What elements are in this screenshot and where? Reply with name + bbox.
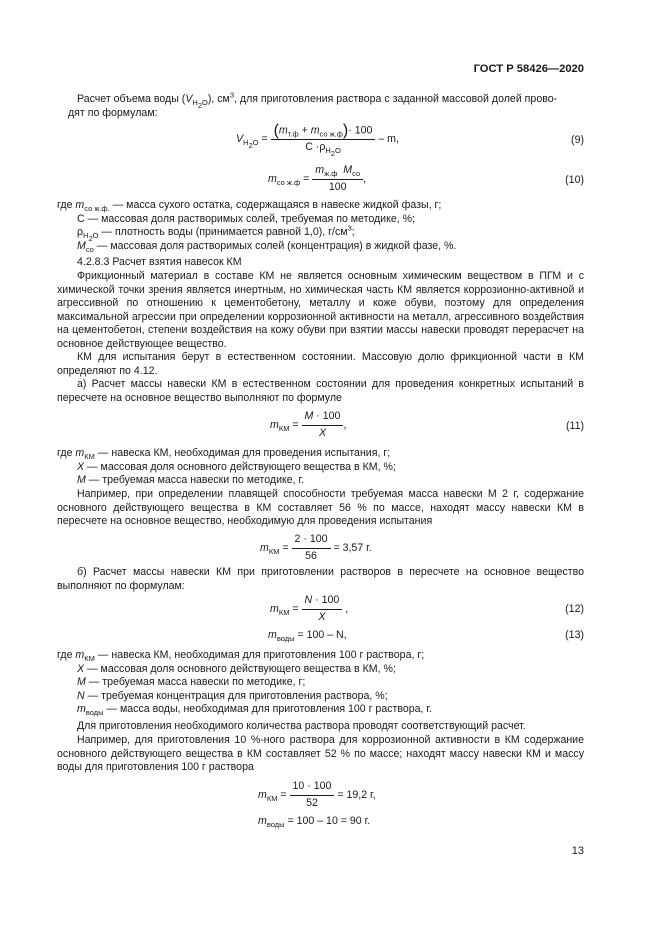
- example-3-formula: $m_{воды} = 100 - 10 = 90$ г.: [258, 815, 371, 829]
- example-1-paragraph: Например, при определении плавящей способности требуемая масса навески M 2 г, содержание основного действующего вещества в КМ составляет 56 % по массе, находят массу навески КМ в пересчете на основное вещество, необходимую для проведения испытания: [57, 488, 584, 528]
- example-2-formula: $m_{КМ}$ = $\frac{10 \cdot 100}{52}$ = 19,2 г,: [258, 780, 376, 809]
- item-a-paragraph: а) Расчет массы навески КМ в естественном состоянии для проведения конкретных испытаний в пересчете на основное вещество выполняют по формуле: [57, 378, 584, 404]
- intro-paragraph: Расчет объема воды $(V_{H_2O})$, $см^3$, для приготовления раствора с заданной массовой долей прово- дят по формулам:: [68, 90, 558, 119]
- equation-number-13: (13): [565, 629, 584, 641]
- section-heading: 4.2.8.3 Расчет взятия навесок КМ: [77, 256, 242, 268]
- equation-number-9: (9): [571, 134, 584, 146]
- definitions-11: где $m_{КМ}$ — навеска КМ, необходимая для проведения испытания, г; X — массовая доля основного действующего вещества в КМ, %; M — требуемая масса навески по методике, г.: [57, 447, 396, 487]
- page-number: 13: [571, 845, 584, 857]
- equation-number-10: (10): [565, 174, 584, 186]
- formula-9: $V_{H_2O}$ = $\frac{(m_{т.ф} + m_{со ж.ф})\cdot 100}{C \cdot\rho_{H_2O}}$ – m,: [236, 122, 399, 159]
- prep-paragraph: Для приготовления необходимого количества раствора проводят соответствующий расчет.: [77, 720, 526, 732]
- definitions-12: где $m_{КМ}$ — навеска КМ, необходимая для приготовления 100 г раствора, г; X — массовая доля основного действующего вещества в КМ, %; M — требуемая масса навески по методике, г; N — требуемая концентрация для приготовления раствора, %; $m_{воды}$ — масса воды, необходимая для приготовления 100 г раствора, г.: [57, 649, 432, 718]
- equation-number-11: (11): [565, 420, 584, 432]
- formula-11: $m_{КМ}$ = $\frac{M \cdot 100}{X}$ ,: [270, 410, 347, 439]
- standard-header: ГОСТ Р 58426—2020: [473, 63, 584, 75]
- example-2-paragraph: Например, для приготовления 10 %-ного раствора для коррозионной активности в КМ содержание основного действующего вещества в КМ составляет 52 % по массе; находят массу навески КМ и массу воды для приготовления 100 г раствора: [57, 734, 584, 774]
- definitions-10: где $m_{со ж.ф.}$ — масса сухого остатка, содержащаяся в навеске жидкой фазы, г; С — массовая доля растворимых солей, требуемая по методике, %; $\rho_{H_2O}$ — плотность воды (принимается равной 1,0), $г/см^3$; $M_{со}$ — массовая доля растворимых солей (концентрация) в жидкой фазе, %.: [57, 199, 457, 254]
- formula-12: $m_{КМ}$ = $\frac{N \cdot 100}{X}$ ,: [270, 594, 349, 623]
- friction-paragraph: Фрикционный материал в составе КМ не является основным химическим веществом в ПГМ и с химической точки зрения является инертным, но химическая часть КМ является коррозионно-активной и агрессивной по отношению к цементобетону, металлу и коже обуви, поэтому для определения максимальной агрессии при определении коррозионной активности на металл, агрессивного воздействия на цементобетон, степени воздействия на кожу обуви при взятии массы навески проводят перерасчет на основное действующее вещество.: [57, 270, 584, 350]
- formula-13: $m_{воды} = 100 - N$,: [268, 629, 347, 643]
- state-paragraph: КМ для испытания берут в естественном состоянии. Массовую долю фрикционной части в КМ определяют по 4.12.: [57, 351, 584, 377]
- formula-10: $m_{со ж.ф}$ = $\frac{m_{ж.ф} M_{со}}{100}$ ,: [268, 164, 367, 193]
- example-1-formula: $m_{КМ}$ = $\frac{2 \cdot 100}{56}$ = 3,57 г.: [260, 533, 372, 562]
- item-b-paragraph: б) Расчет массы навески КМ при приготовлении растворов в пересчете на основное вещество выполняют по формулам:: [57, 566, 584, 592]
- equation-number-12: (12): [565, 603, 584, 615]
